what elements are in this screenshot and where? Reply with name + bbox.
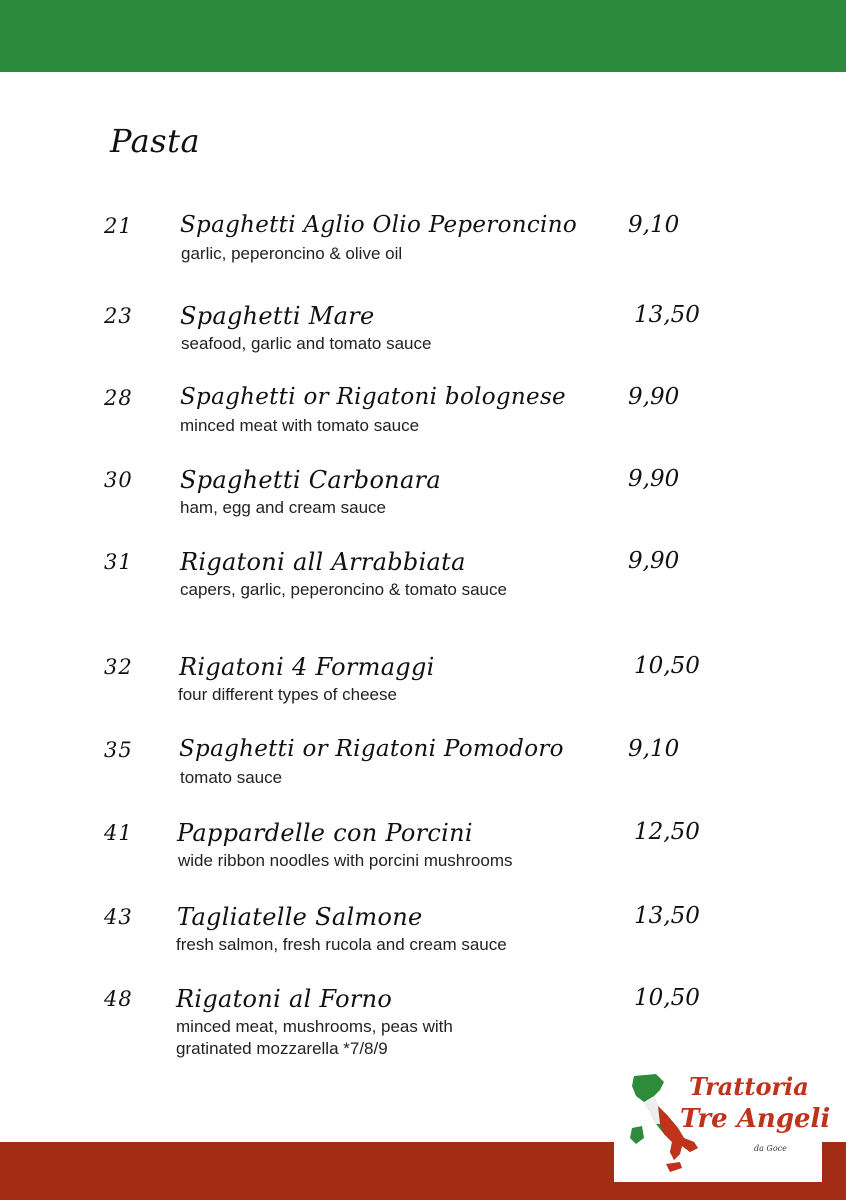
item-name: Rigatoni all Arrabbiata xyxy=(180,548,466,576)
item-price: 10,50 xyxy=(634,653,700,679)
item-price: 9,10 xyxy=(628,736,680,762)
item-number: 31 xyxy=(104,550,133,574)
item-name: Tagliatelle Salmone xyxy=(177,903,423,931)
item-number: 21 xyxy=(104,214,133,238)
item-price: 9,90 xyxy=(628,384,680,410)
item-number: 48 xyxy=(104,987,133,1011)
item-number: 23 xyxy=(104,304,133,328)
item-description: minced meat with tomato sauce xyxy=(180,416,420,435)
menu-item xyxy=(0,212,846,292)
item-price: 13,50 xyxy=(634,903,700,929)
item-number: 28 xyxy=(104,386,133,410)
logo-text-tre-angeli: Tre Angeli xyxy=(680,1104,831,1134)
item-name: Spaghetti Mare xyxy=(180,302,375,330)
item-description-line-2: gratinated mozzarella *7/8/9 xyxy=(176,1039,388,1058)
menu-item xyxy=(0,302,846,382)
item-number: 30 xyxy=(104,468,133,492)
item-number: 41 xyxy=(104,821,133,845)
item-description: fresh salmon, fresh rucola and cream sauce xyxy=(176,935,507,954)
menu-item xyxy=(0,384,846,464)
item-description: ham, egg and cream sauce xyxy=(180,498,387,517)
item-price: 9,10 xyxy=(628,212,680,238)
item-price: 9,90 xyxy=(628,548,680,574)
item-description: wide ribbon noodles with porcini mushrooms xyxy=(178,851,513,870)
restaurant-logo xyxy=(614,1058,831,1182)
menu-item xyxy=(0,653,846,733)
item-description: tomato sauce xyxy=(180,768,283,787)
logo-text-da-goce: da Goce xyxy=(754,1144,787,1153)
item-name: Rigatoni 4 Formaggi xyxy=(179,653,435,681)
item-name: Spaghetti or Rigatoni Pomodoro xyxy=(179,736,564,762)
menu-item xyxy=(0,736,846,816)
section-title: Pasta xyxy=(110,122,201,160)
item-name: Spaghetti Carbonara xyxy=(180,466,441,494)
item-name: Rigatoni al Forno xyxy=(176,985,393,1013)
menu-item xyxy=(0,903,846,983)
item-number: 35 xyxy=(104,738,133,762)
item-number: 32 xyxy=(104,655,133,679)
item-description: seafood, garlic and tomato sauce xyxy=(181,334,432,353)
menu-item xyxy=(0,819,846,899)
item-number: 43 xyxy=(104,905,133,929)
logo-text-trattoria: Trattoria xyxy=(689,1072,809,1101)
top-green-band xyxy=(0,0,846,72)
menu-item xyxy=(0,548,846,628)
item-name: Spaghetti or Rigatoni bolognese xyxy=(180,384,566,410)
item-price: 10,50 xyxy=(634,985,700,1011)
item-name: Spaghetti Aglio Olio Peperoncino xyxy=(180,212,577,238)
item-description: capers, garlic, peperoncino & tomato sauce xyxy=(180,580,507,599)
menu-item xyxy=(0,466,846,546)
item-price: 13,50 xyxy=(634,302,700,328)
item-price: 9,90 xyxy=(628,466,680,492)
item-price: 12,50 xyxy=(634,819,700,845)
item-description: four different types of cheese xyxy=(178,685,397,704)
item-description: minced meat, mushrooms, peas with xyxy=(176,1017,453,1036)
menu-item xyxy=(0,985,846,1065)
item-name: Pappardelle con Porcini xyxy=(177,819,473,847)
item-description: garlic, peperoncino & olive oil xyxy=(181,244,403,263)
